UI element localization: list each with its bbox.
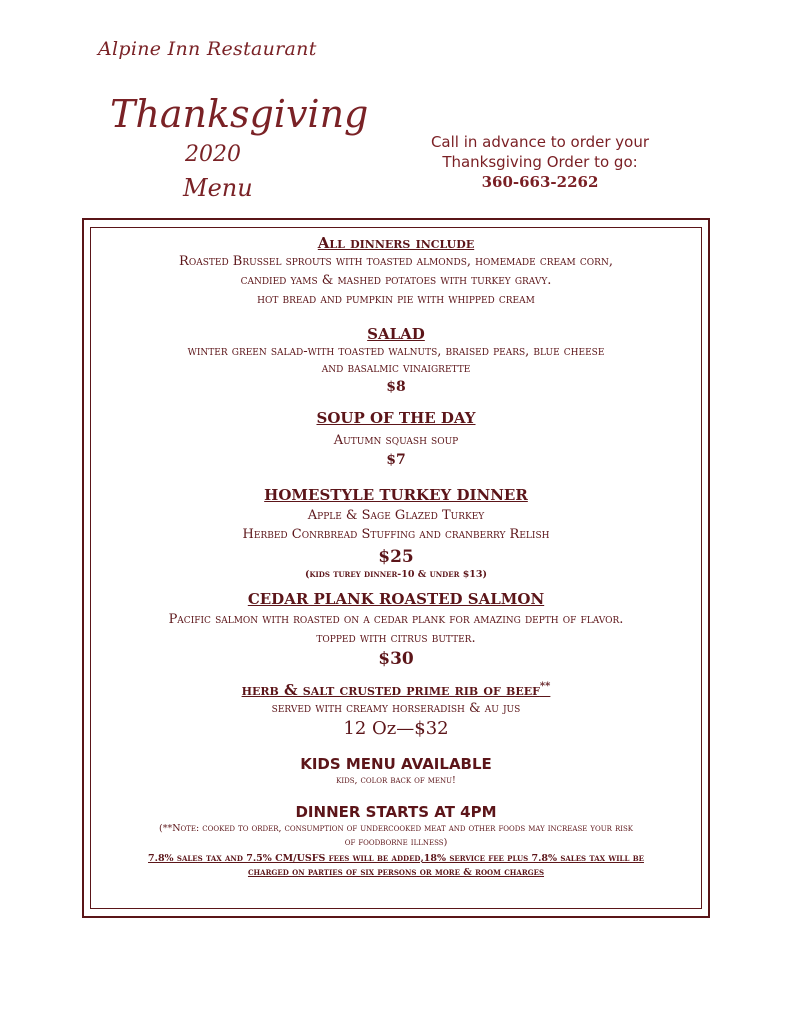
tax-note-2: charged on parties of six persons or more & room charges (247, 867, 545, 878)
dinner-time-heading: DINNER STARTS AT 4PM (295, 803, 497, 821)
page-title: Thanksgiving (110, 92, 369, 136)
food-safety-note-2: of foodborne illness) (344, 837, 448, 848)
salad-heading: SALAD (367, 325, 425, 343)
menu-content (92, 234, 700, 888)
turkey-price: $25 (378, 547, 414, 567)
kids-menu-section (92, 754, 700, 788)
includes-section (92, 234, 700, 309)
prime-rib-heading-text: herb & salt crusted prime rib of beef (241, 681, 540, 699)
call-line-2: Thanksgiving Order to go: (442, 153, 638, 171)
call-line-1: Call in advance to order your (430, 133, 650, 151)
prime-rib-heading (92, 678, 700, 699)
soup-section (92, 409, 700, 470)
salmon-price: $30 (378, 649, 414, 669)
turkey-line-1: Apple & Sage Glazed Turkey (307, 508, 485, 523)
turkey-kids-price: (kids turey dinner-10 & under $13) (304, 569, 488, 580)
prime-rib-asterisks: ** (539, 681, 551, 692)
dinner-time-section (92, 802, 700, 880)
restaurant-name: Alpine Inn Restaurant (98, 38, 317, 60)
tax-note-1: 7.8% sales tax and 7.5% CM/USFS fees will be added,18% service fee plus 7.8% sales tax will be (148, 853, 644, 864)
salad-line-1: winter green salad-with toasted walnuts, braised pears, blue cheese (187, 344, 605, 359)
includes-line-2: candied yams & mashed potatoes with turkey gravy. (240, 273, 552, 288)
soup-heading: SOUP OF THE DAY (316, 409, 476, 427)
year: 2020 (185, 142, 241, 167)
salmon-line-1: Pacific salmon with roasted on a cedar plank for amazing depth of flavor. (168, 612, 624, 627)
includes-heading: All dinners include (317, 234, 475, 252)
includes-line-1: Roasted Brussel sprouts with toasted almonds, homemade cream corn, (179, 254, 613, 269)
salad-section (92, 325, 700, 397)
soup-price: $7 (386, 452, 406, 468)
turkey-section (92, 486, 700, 582)
salad-price: $8 (386, 379, 406, 395)
menu-label: Menu (183, 174, 253, 202)
includes-line-3: hot bread and pumpkin pie with whipped cream (257, 292, 535, 307)
call-ahead-notice (410, 132, 670, 192)
phone-number: 360-663-2262 (481, 173, 599, 191)
food-safety-note-1: (**Note: cooked to order, consumption of undercooked meat and other foods may increase your risk (159, 823, 633, 834)
prime-rib-section (92, 678, 700, 740)
prime-rib-price: 12 Oz—$32 (343, 718, 449, 739)
kids-menu-desc: kids, color back of menu! (336, 775, 456, 786)
soup-desc: Autumn squash soup (333, 433, 459, 448)
salad-line-2: and basalmic vinaigrette (321, 361, 471, 376)
turkey-heading: HOMESTYLE TURKEY DINNER (264, 486, 528, 504)
salmon-section (92, 590, 700, 670)
salmon-heading: CEDAR PLANK ROASTED SALMON (247, 590, 545, 608)
kids-menu-heading: KIDS MENU AVAILABLE (300, 755, 492, 773)
turkey-line-2: Herbed Conrbread Stuffing and cranberry Relish (242, 527, 550, 542)
salmon-line-2: topped with citrus butter. (316, 631, 476, 646)
prime-rib-desc: served with creamy horseradish & au jus (271, 701, 521, 716)
